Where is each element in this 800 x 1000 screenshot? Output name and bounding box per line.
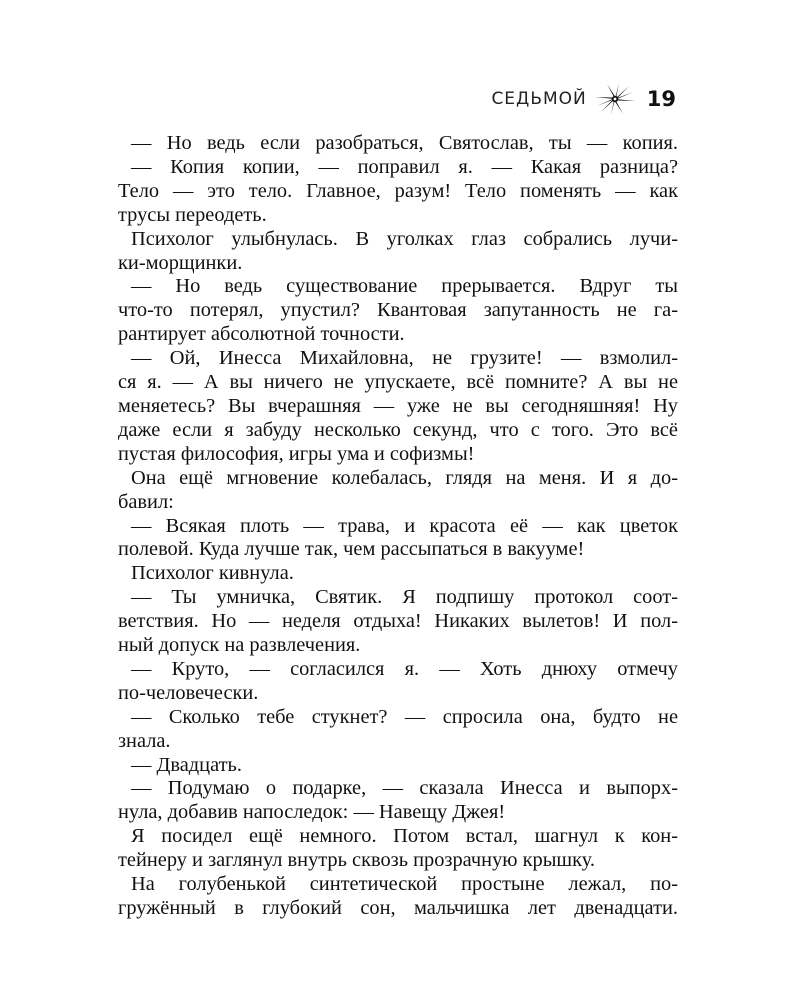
text-line: ся я. — А вы ничего не упускаете, всё помните? А вы не <box>118 371 678 394</box>
text-line: Психолог кивнула. <box>131 562 294 585</box>
text-line: что-то потерял, упустил? Квантовая запутанность не га- <box>118 299 678 322</box>
text-line: — Всякая плоть — трава, и красота её — как цветок <box>131 514 678 537</box>
text-line: трусы переодеть. <box>118 203 267 226</box>
page-number: 19 <box>646 87 676 111</box>
text-line: знала. <box>118 729 171 752</box>
text-line: Тело — это тело. Главное, разум! Тело поменять — как <box>118 179 678 202</box>
text-line: — Копия копии, — поправил я. — Какая разница? <box>131 155 678 178</box>
text-line: — Ты умничка, Святик. Я подпишу протокол соот- <box>131 586 678 609</box>
text-line: — Но ведь если разобраться, Святослав, ты — копия. <box>131 132 678 154</box>
star-burst-icon <box>593 82 637 116</box>
text-line: ки-морщинки. <box>118 251 243 274</box>
text-line: Психолог улыбнулась. В уголках глаз собрались лучи- <box>131 227 678 250</box>
text-line: — Но ведь существование прерывается. Вдруг ты <box>131 275 678 298</box>
text-line: — Ой, Инесса Михайловна, не грузите! — взмолил- <box>131 347 678 370</box>
text-line: бавил: <box>118 490 174 513</box>
text-line: меняетесь? Вы вчерашняя — уже не вы сегодняшняя! Ну <box>118 394 678 417</box>
text-line: рантирует абсолютной точности. <box>118 323 405 346</box>
text-line: даже если я забуду несколько секунд, что с того. Это всё <box>118 418 678 441</box>
text-line: полевой. Куда лучше так, чем рассыпаться в вакууме! <box>118 538 585 561</box>
text-line: нула, добавив напоследок: — Навещу Джея! <box>118 801 506 824</box>
text-line: — Сколько тебе стукнет? — спросила она, будто не <box>131 705 678 728</box>
chapter-title: СЕДЬМОЙ <box>491 89 587 109</box>
text-line: пустая философия, игры ума и софизмы! <box>118 442 475 465</box>
text-line: по-человечески. <box>118 681 259 704</box>
text-line: ный допуск на развлечения. <box>118 634 361 657</box>
text-line: Она ещё мгновение колебалась, глядя на меня. И я до- <box>131 466 678 489</box>
page-header <box>491 82 676 116</box>
text-line: тейнеру и заглянул внутрь сквозь прозрачную крышку. <box>118 849 595 872</box>
text-line: На голубенькой синтетической простыне лежал, по- <box>131 873 678 896</box>
text-line: Я посидел ещё немного. Потом встал, шагнул к кон- <box>131 825 678 848</box>
text-line: — Круто, — согласился я. — Хоть днюху отмечу <box>131 657 678 680</box>
text-line: гружённый в глубокий сон, мальчишка лет двенадцати. <box>118 897 678 919</box>
body-text <box>118 132 678 921</box>
text-line: ветствия. Но — неделя отдыха! Никаких вылетов! И пол- <box>118 610 678 633</box>
text-line: — Подумаю о подарке, — сказала Инесса и выпорх- <box>131 777 678 800</box>
text-line: — Двадцать. <box>131 753 242 776</box>
